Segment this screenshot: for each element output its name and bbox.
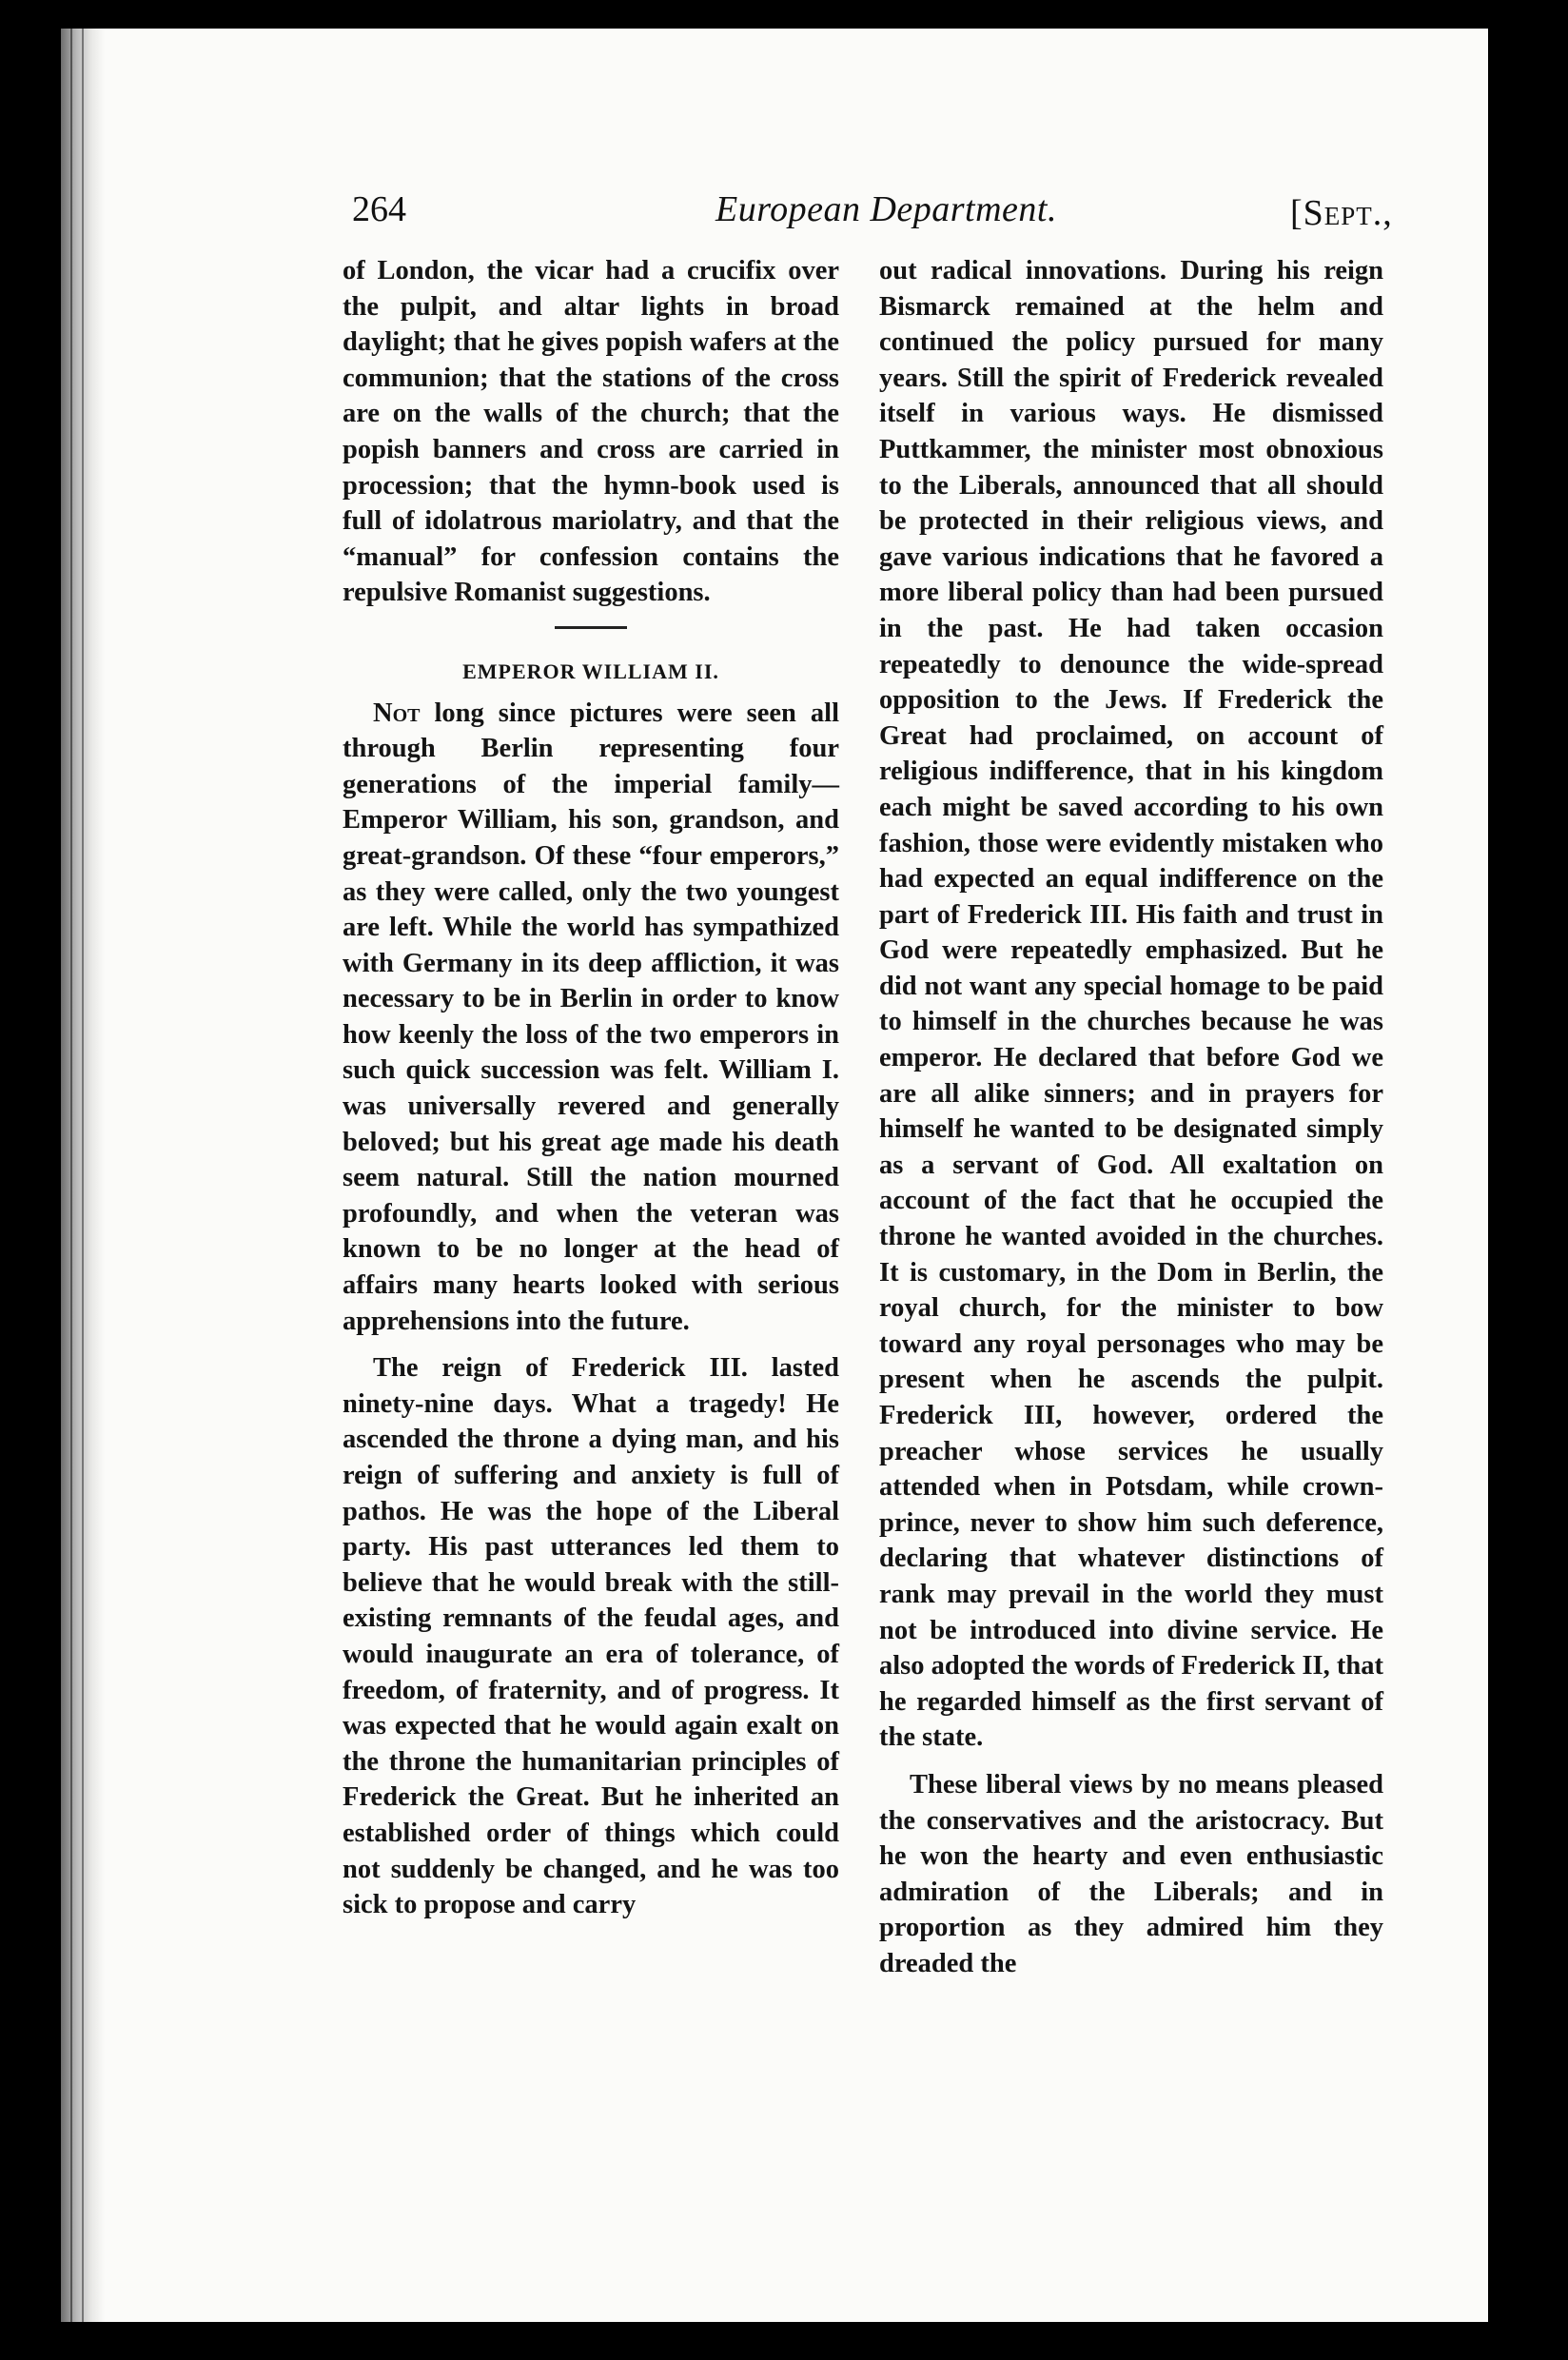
paragraph [343, 696, 839, 1340]
month-mark: [Sept., [1290, 193, 1393, 233]
binding-line [70, 29, 72, 2322]
paragraph: out radical innovations. During his reign Bismarck remained at the helm and continued the policy pursued for many years. Still the spirit of Frederick revealed itself in various ways. He dismissed Puttkammer, the minister most obnoxious to the Liberals, announced that all should be protected in their religious views, and gave various indications that he favored a more liberal policy than had been pursued in the past. He had taken occasion repeatedly to denounce the wide-spread opposition to the Jews. If Frederick the Great had proclaimed, on account of religious indifference, that in his kingdom each might be saved according to his own fashion, those were evidently mistaken who had expected an equal indifference on the part of Frederick III. His faith and trust in God were repeatedly emphasized. But he did not want any special homage to be paid to himself in the churches because he was emperor. He declared that before God we are all alike sinners; and in prayers for himself he wanted to be designated simply as a servant of God. All exaltation on account of the fact that he occupied the throne he wanted avoided in the churches. It is customary, in the Dom in Berlin, the royal church, for the minister to bow toward any royal personages who may be present when he ascends the pulpit. Frederick III, however, ordered the preacher whose services he usually attended when in Potsdam, while crown-prince, never to show him such deference, declaring that whatever distinctions of rank may prevail in the world they must not be introduced into divine service. He also adopted the words of Frederick II, that he regarded himself as the first servant of the state. [879, 256, 1383, 1753]
page-number: 264 [352, 189, 406, 229]
paragraph: These liberal views by no means pleased the conservatives and the aristocracy. But he won the hearty and even enthusiastic admiration of the Liberals; and in proportion as they admired him they dreaded the [879, 1769, 1383, 1978]
left-column [343, 253, 839, 1923]
paragraph: of London, the vicar had a crucifix over the pulpit, and altar lights in broad daylight; that he gives popish wafers at the communion; that the stations of the cross are on the walls of the church; that the popish banners and cross are carried in procession; that the hymn-book used is full of idolatrous mariolatry, and that the “manual” for confession contains the repulsive Romanist suggestions. [343, 256, 839, 608]
scanned-page [61, 29, 1488, 2322]
section-heading: EMPEROR WILLIAM II. [462, 659, 719, 683]
paragraph: The reign of Frederick III. lasted ninety-nine days. What a tragedy! He ascended the throne a dying man, and his reign of suffering and anxiety is full of pathos. He was the hope of the Liberal party. His past utterances led them to believe that he would break with the still-existing remnants of the feudal ages, and would inaugurate an era of tolerance, of freedom, of fraternity, and of progress. It was expected that he would again exalt on the throne the humanitarian principles of Frederick the Great. But he inherited an established order of things which could not suddenly be changed, and he was too sick to propose and carry [343, 1353, 839, 1920]
page-header [352, 188, 1399, 246]
right-column [879, 253, 1383, 1982]
lead-word: Not [373, 698, 421, 728]
binding-line [82, 29, 84, 2322]
paragraph-text: long since pictures were seen all through Berlin representing four generations of the imperial family—Emperor William, his son, grandson, and great-grandson. Of these “four emperors,” as they were called, only the two youngest are left. While the world has sympathized with Germany in its deep affliction, it was necessary to be in Berlin in order to know how keenly the loss of the two emperors in such quick succession was felt. William I. was universally revered and generally beloved; but his great age made his death seem natural. Still the nation mourned profoundly, and when the veteran was known to be no longer at the head of affairs many hearts looked with serious apprehensions into the future. [343, 698, 839, 1336]
running-title: European Department. [715, 189, 1057, 229]
section-divider [555, 626, 627, 629]
